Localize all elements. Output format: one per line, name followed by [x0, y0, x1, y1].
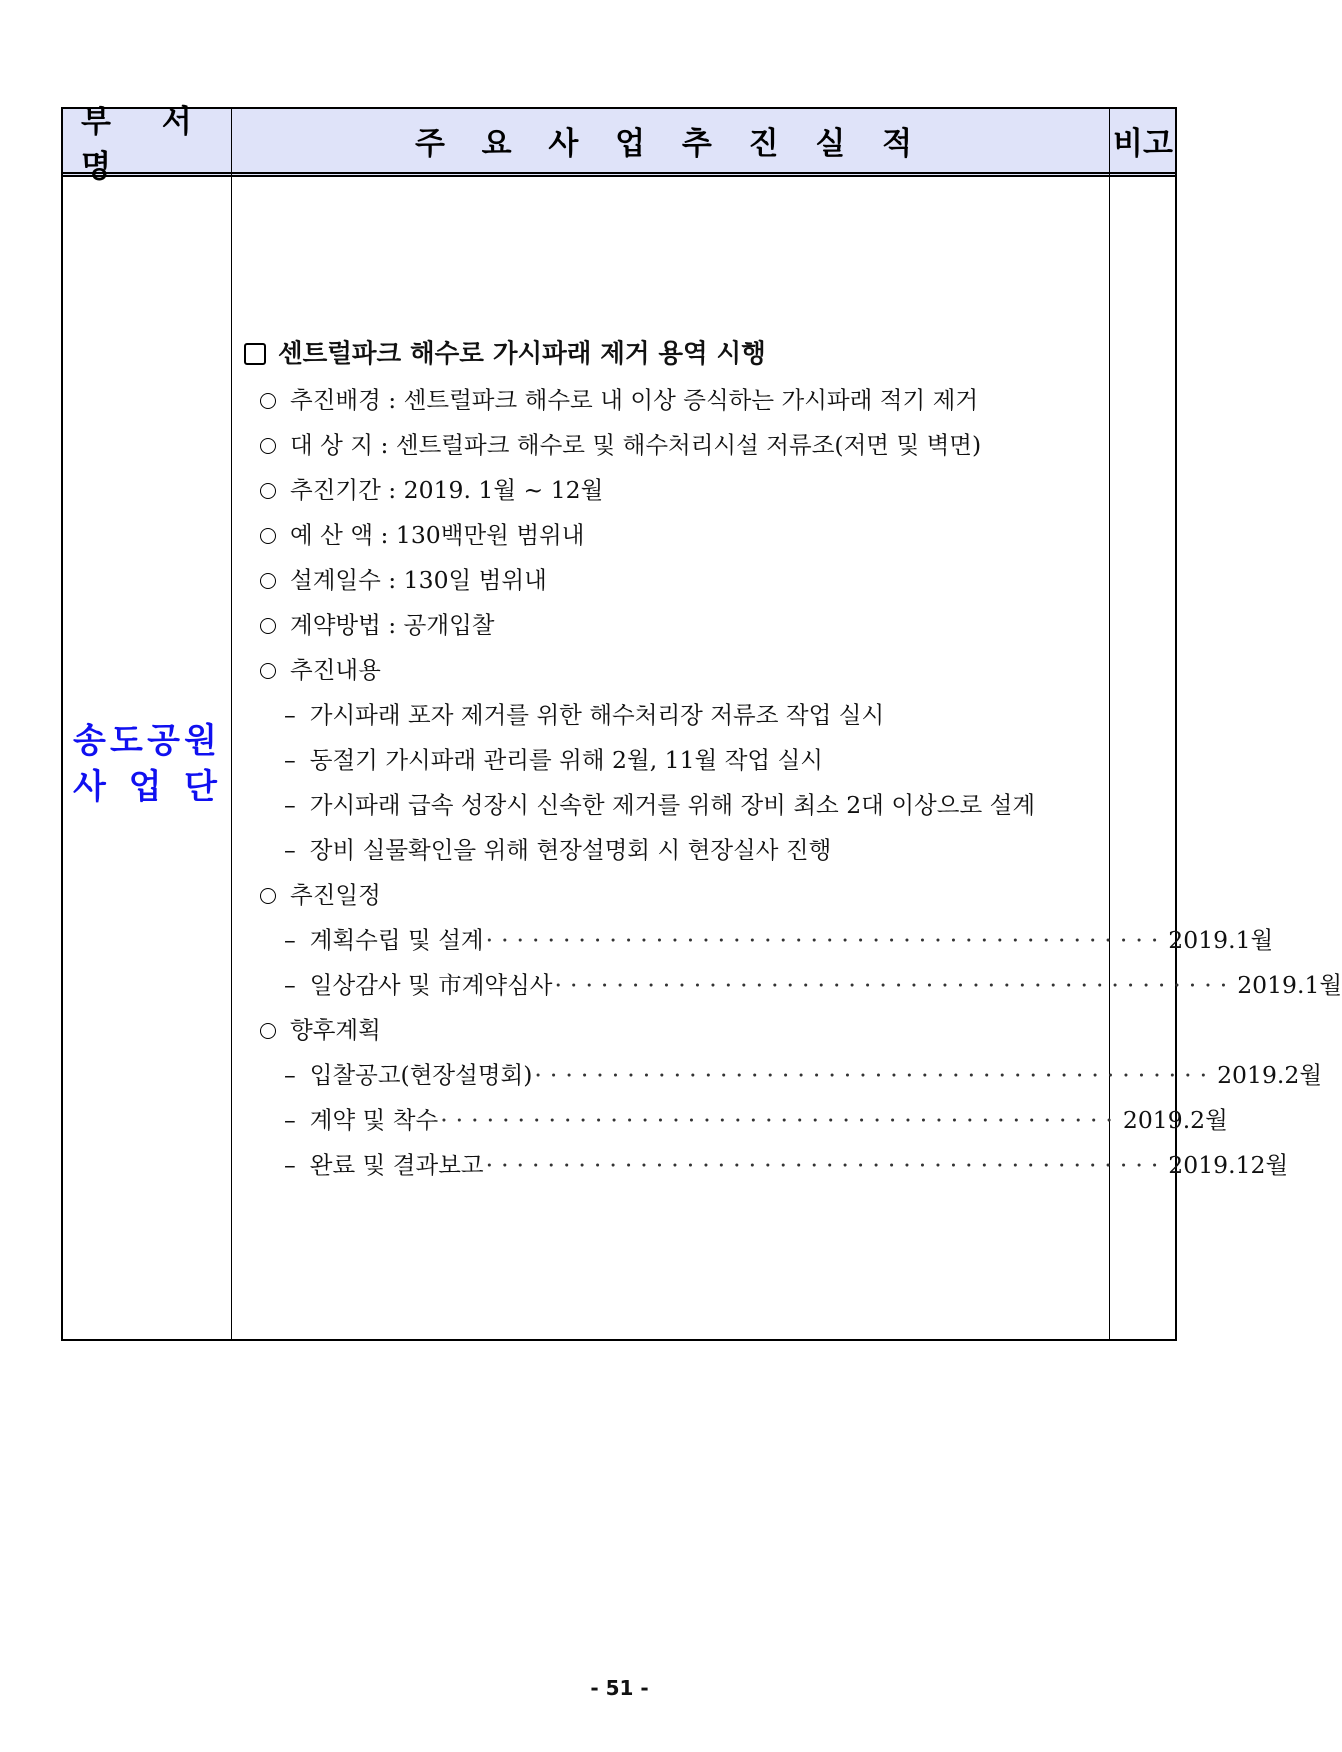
sub-list-item: – 동절기 가시파래 관리를 위해 2월, 11월 작업 실시	[284, 746, 823, 774]
leader-dots: ············································	[534, 1061, 1216, 1089]
list-item: 추진일정	[244, 873, 1094, 918]
list-item: 향후계획	[244, 1008, 1094, 1053]
sub-list-item: – 장비 실물확인을 위해 현장설명회 시 현장실사 진행	[284, 836, 832, 864]
list-item: 계약방법 : 공개입찰	[244, 603, 1094, 648]
circle-bullet-icon	[260, 1023, 276, 1039]
header-main-results: 주 요 사 업 추 진 실 적	[414, 126, 926, 162]
schedule-row: – 완료 및 결과보고 ············································ 2019.12월	[244, 1143, 1094, 1188]
list-item: 대 상 지 : 센트럴파크 해수로 및 해수처리시설 저류조(저면 및 벽면)	[244, 423, 1094, 468]
list-item: 추진기간 : 2019. 1월 ~ 12월	[244, 468, 1094, 513]
circle-bullet-icon	[260, 618, 276, 634]
page-number: - 51 -	[590, 1676, 649, 1700]
sub-list-item: – 가시파래 포자 제거를 위한 해수처리장 저류조 작업 실시	[284, 701, 885, 729]
department-name-line1: 송 도 공 원	[73, 721, 217, 761]
sub-list-item: – 가시파래 급속 성장시 신속한 제거를 위해 장비 최소 2대 이상으로 설계	[284, 791, 1036, 819]
leader-dots: ············································	[485, 926, 1167, 954]
leader-dots: ············································	[440, 1106, 1121, 1134]
list-item: 추진배경 : 센트럴파크 해수로 내 이상 증식하는 가시파래 적기 제거	[244, 378, 1094, 423]
list-item: 설계일수 : 130일 범위내	[244, 558, 1094, 603]
leader-dots: ············································	[554, 971, 1236, 999]
circle-bullet-icon	[260, 483, 276, 499]
list-item: 예 산 액 : 130백만원 범위내	[244, 513, 1094, 558]
checkbox-square-icon	[244, 343, 266, 365]
main-content	[244, 330, 1342, 1188]
schedule-row: – 일상감사 및 市계약심사 ············································ 2019.1월	[244, 963, 1094, 1008]
column-divider	[231, 109, 232, 1339]
schedule-row: – 입찰공고(현장설명회) ············································ 2019.2월	[244, 1053, 1094, 1098]
project-title: 센트럴파크 해수로 가시파래 제거 용역 시행	[244, 330, 1094, 378]
schedule-row: – 계획수립 및 설계 ············································ 2019.1월	[244, 918, 1094, 963]
header-department: 부 서 명	[81, 103, 212, 185]
circle-bullet-icon	[260, 663, 276, 679]
department-name-line2: 사 업 단	[73, 767, 217, 807]
circle-bullet-icon	[260, 393, 276, 409]
list-item: 추진내용	[244, 648, 1094, 693]
schedule-row: – 계약 및 착수 ············································ 2019.2월	[244, 1098, 1094, 1143]
circle-bullet-icon	[260, 573, 276, 589]
circle-bullet-icon	[260, 438, 276, 454]
leader-dots: ············································	[485, 1151, 1167, 1179]
header-note: 비고	[1113, 126, 1173, 162]
circle-bullet-icon	[260, 528, 276, 544]
circle-bullet-icon	[260, 888, 276, 904]
